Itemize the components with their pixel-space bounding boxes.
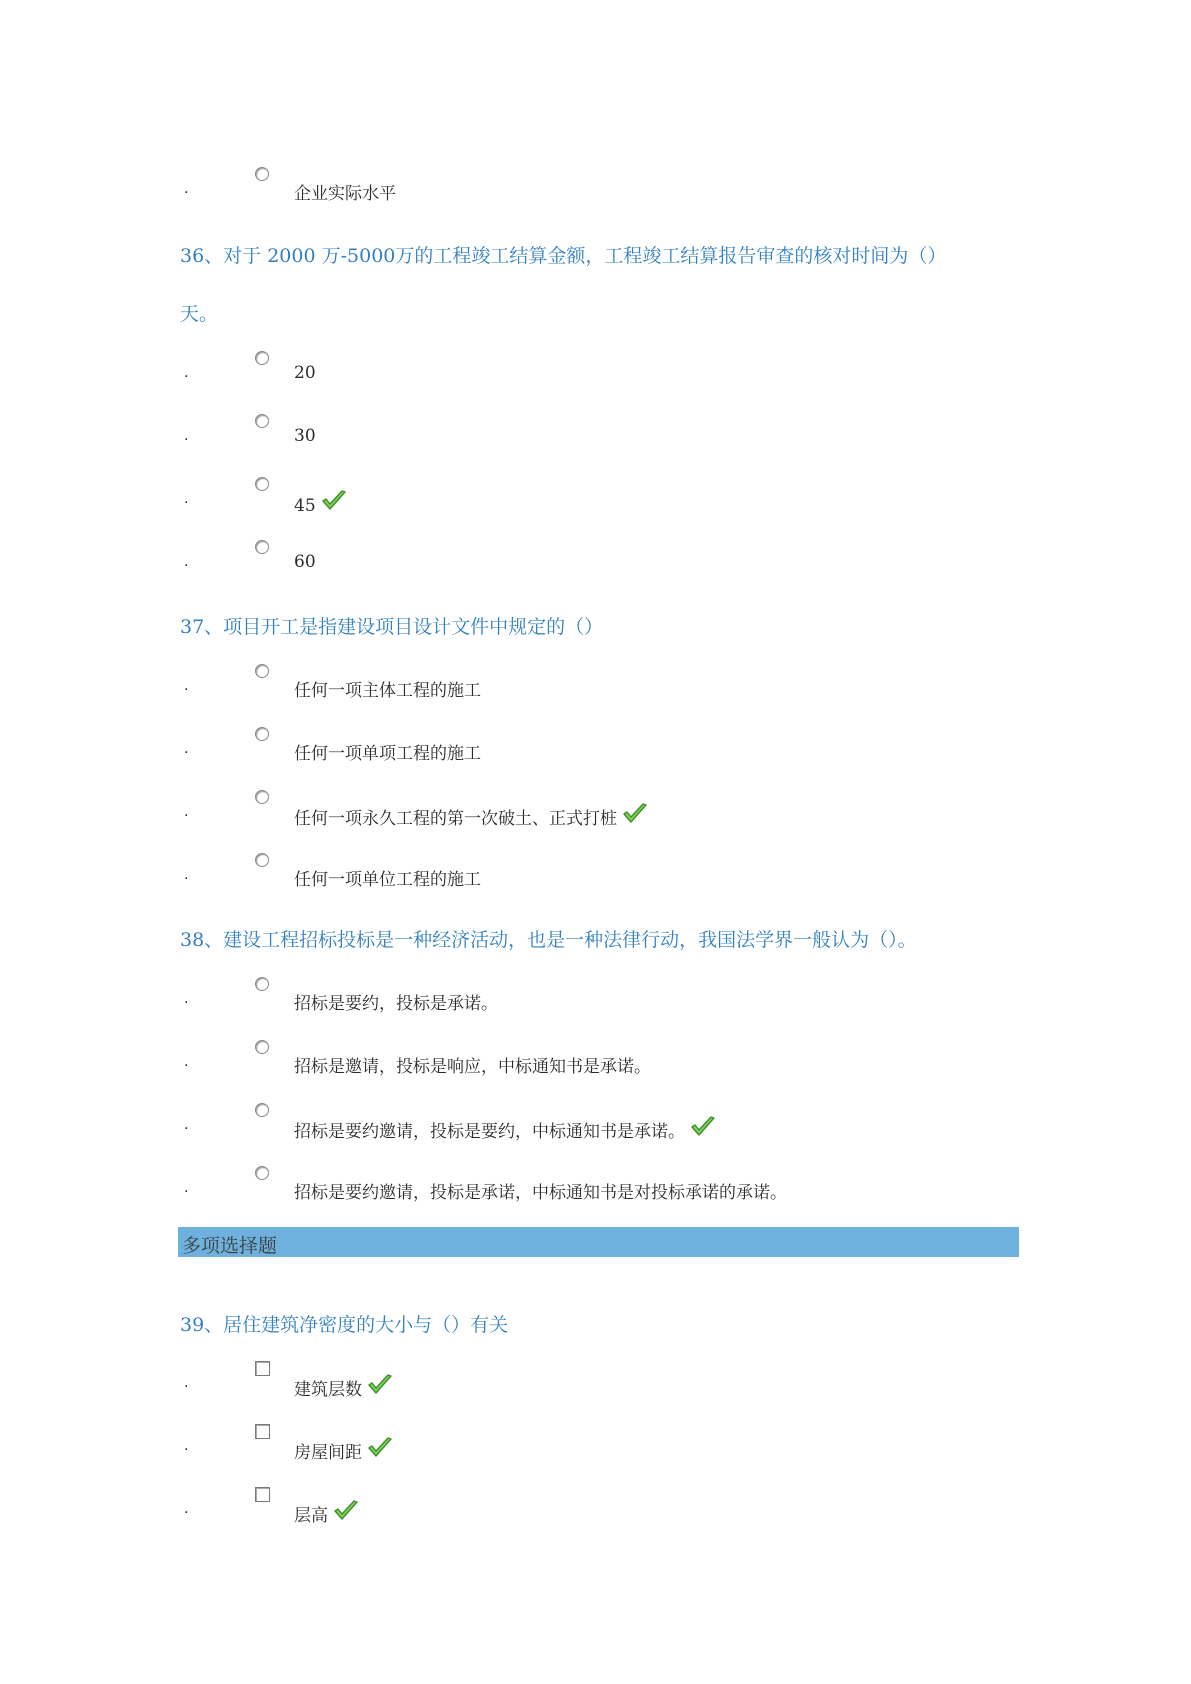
option-label: 任何一项主体工程的施工 [294,681,481,701]
bullet-dot: · [184,682,189,698]
option-label: 任何一项单项工程的施工 [294,744,481,764]
radio-button-icon[interactable] [255,1103,269,1117]
bullet-dot: · [184,1058,189,1074]
bullet-dot: · [184,745,189,761]
radio-button-icon[interactable] [255,664,269,678]
checkmark-icon [366,1436,394,1460]
radio-button-icon[interactable] [255,977,269,991]
radio-button-icon[interactable] [255,853,269,867]
bullet-dot: · [184,871,189,887]
checkmark-icon [320,489,348,513]
option-row [0,1424,1191,1474]
option-row [0,664,1191,714]
option-label: 招标是要约邀请，投标是要约，中标通知书是承诺。 [294,1122,685,1142]
option-label: 层高 [294,1506,328,1526]
bullet-dot: · [184,432,189,448]
option-row [0,790,1191,840]
radio-button-icon[interactable] [255,1040,269,1054]
option-row [0,351,1191,401]
bullet-dot: · [184,558,189,574]
option-label-wrap [294,1499,360,1526]
option-row [0,853,1191,903]
bullet-dot: · [184,495,189,511]
question-39-title: 39、居住建筑净密度的大小与（）有关 [180,1314,509,1336]
checkmark-icon [689,1115,717,1139]
option-label: 企业实际水平 [294,184,396,204]
radio-button-icon[interactable] [255,414,269,428]
bullet-dot: · [184,185,189,201]
bullet-dot: · [184,1379,189,1395]
radio-button-icon[interactable] [255,167,269,181]
bullet-dot: · [184,1121,189,1137]
option-row [0,727,1191,777]
bullet-dot: · [184,1505,189,1521]
option-label: 招标是邀请，投标是响应，中标通知书是承诺。 [294,1057,651,1077]
option-row [0,167,1191,217]
option-label: 建筑层数 [294,1380,362,1400]
option-label: 60 [294,552,316,572]
option-label: 45 [294,496,316,516]
option-row [0,1166,1191,1216]
radio-button-icon[interactable] [255,351,269,365]
option-row [0,1103,1191,1153]
section-header-bar [178,1227,1019,1257]
option-label-wrap [294,489,348,516]
option-label-wrap [294,1436,394,1463]
option-row [0,1361,1191,1411]
option-label: 招标是要约邀请，投标是承诺，中标通知书是对投标承诺的承诺。 [294,1183,787,1203]
radio-button-icon[interactable] [255,1166,269,1180]
question-37-title: 37、项目开工是指建设项目设计文件中规定的（） [180,616,604,638]
radio-button-icon[interactable] [255,540,269,554]
bullet-dot: · [184,1184,189,1200]
checkmark-icon [621,802,649,826]
question-36-title-line1: 36、对于 2000 万-5000万的工程竣工结算金额，工程竣工结算报告审查的核对时间为（） [180,245,947,267]
option-label: 任何一项永久工程的第一次破土、正式打桩 [294,809,617,829]
checkbox-icon[interactable] [255,1361,270,1376]
option-row [0,477,1191,527]
option-row [0,540,1191,590]
radio-button-icon[interactable] [255,477,269,491]
option-row [0,414,1191,464]
option-row [0,1040,1191,1090]
question-36-title-line2: 天。 [180,303,219,325]
section-title: 多项选择题 [182,1235,278,1257]
option-row [0,1487,1191,1537]
option-label-wrap [294,1115,717,1142]
option-label: 房屋间距 [294,1443,362,1463]
radio-button-icon[interactable] [255,727,269,741]
bullet-dot: · [184,995,189,1011]
checkmark-icon [366,1373,394,1397]
bullet-dot: · [184,808,189,824]
checkbox-icon[interactable] [255,1424,270,1439]
option-label-wrap [294,802,649,829]
option-label: 任何一项单位工程的施工 [294,870,481,890]
option-row [0,977,1191,1027]
checkmark-icon [332,1499,360,1523]
checkbox-icon[interactable] [255,1487,270,1502]
bullet-dot: · [184,369,189,385]
radio-button-icon[interactable] [255,790,269,804]
option-label: 30 [294,426,316,446]
option-label: 20 [294,363,316,383]
option-label: 招标是要约，投标是承诺。 [294,994,498,1014]
bullet-dot: · [184,1442,189,1458]
option-label-wrap [294,1373,394,1400]
question-38-title: 38、建设工程招标投标是一种经济活动，也是一种法律行动，我国法学界一般认为（）。 [180,929,917,951]
